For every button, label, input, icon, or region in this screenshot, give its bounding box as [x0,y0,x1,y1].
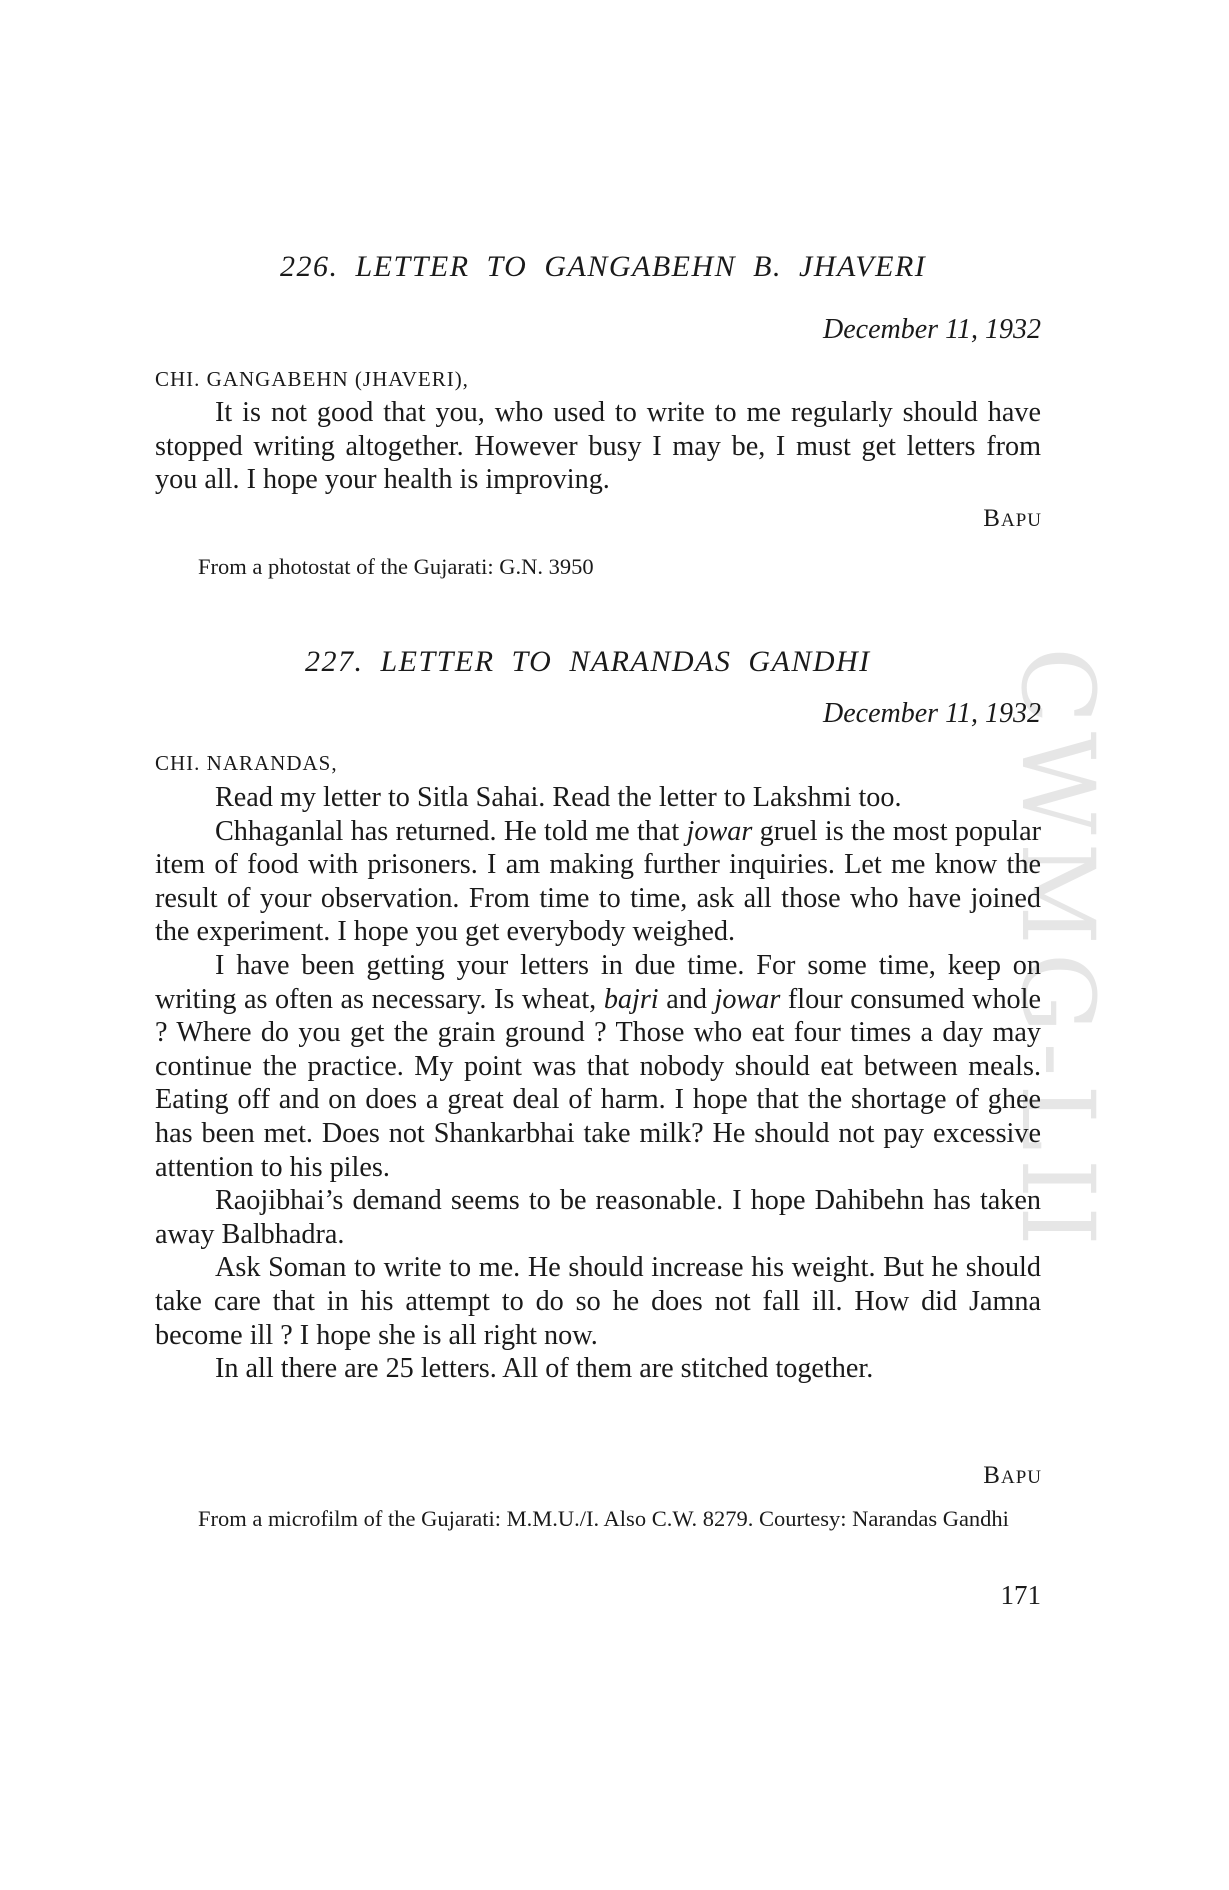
letter-227-title: 227. LETTER TO NARANDAS GANDHI [305,645,871,678]
letter-226-source: From a photostat of the Gujarati: G.N. 3950 [198,554,594,579]
letter-227-body [155,781,1041,1386]
letter-227-signature: BAPU [983,1462,1042,1489]
letter-227-source: From a microfilm of the Gujarati: M.M.U./I. Also C.W. 8279. Courtesy: Narandas Gandhi [198,1506,1009,1531]
letter-226-salutation: CHI. GANGABEHN (JHAVERI), [155,367,469,391]
page-number: 171 [1000,1580,1041,1610]
letter-227-paragraph-6: In all there are 25 letters. All of them are stitched together. [215,1353,874,1385]
watermark-text: CWMG-LII [999,646,1117,1254]
letter-227-paragraph-2: Chhaganlal has returned. He told me that jowar gruel is the most popular item of food with prisoners. I am making further inquiries. Let me know the result of your observation. From time to time, ask all those who have joined the experiment. I hope you get everybody weighed. [155,815,1042,948]
letter-226-signature: BAPU [983,505,1042,532]
letter-227-paragraph-3: I have been getting your letters in due time. For some time, keep on writing as often as necessary. Is wheat, bajri and jowar flour consumed whole ? Where do you get the grain ground ? Those who eat four times a day may continue the practice. My point was that nobody should eat between meals. Eating off and on does a great deal of harm. I hope that the shortage of ghee has been met. Does not Shankarbhai take milk? He should not pay excessive attention to his piles. [155,949,1041,1183]
letter-226-paragraph: It is not good that you, who used to write to me regularly should have stopped writing altogether. However busy I may be, I must get letters from you all. I hope your health is improving. [155,397,1041,496]
letter-227-salutation: CHI. NARANDAS, [155,751,338,775]
letter-226-title: 226. LETTER TO GANGABEHN B. JHAVERI [280,250,927,283]
letter-226-body [155,396,1041,497]
letter-227-paragraph-5: Ask Soman to write to me. He should increase his weight. But he should take care that in his attempt to do so he does not fall ill. How did Jamna become ill ? I hope she is all right now. [155,1252,1041,1351]
letter-226-date: December 11, 1932 [823,314,1041,345]
letter-227-paragraph-4: Raojibhai’s demand seems to be reasonable. I hope Dahibehn has taken away Balbhadra. [155,1185,1041,1250]
letter-227-paragraph-1: Read my letter to Sitla Sahai. Read the letter to Lakshmi too. [215,782,902,813]
letter-227-date: December 11, 1932 [823,698,1041,729]
